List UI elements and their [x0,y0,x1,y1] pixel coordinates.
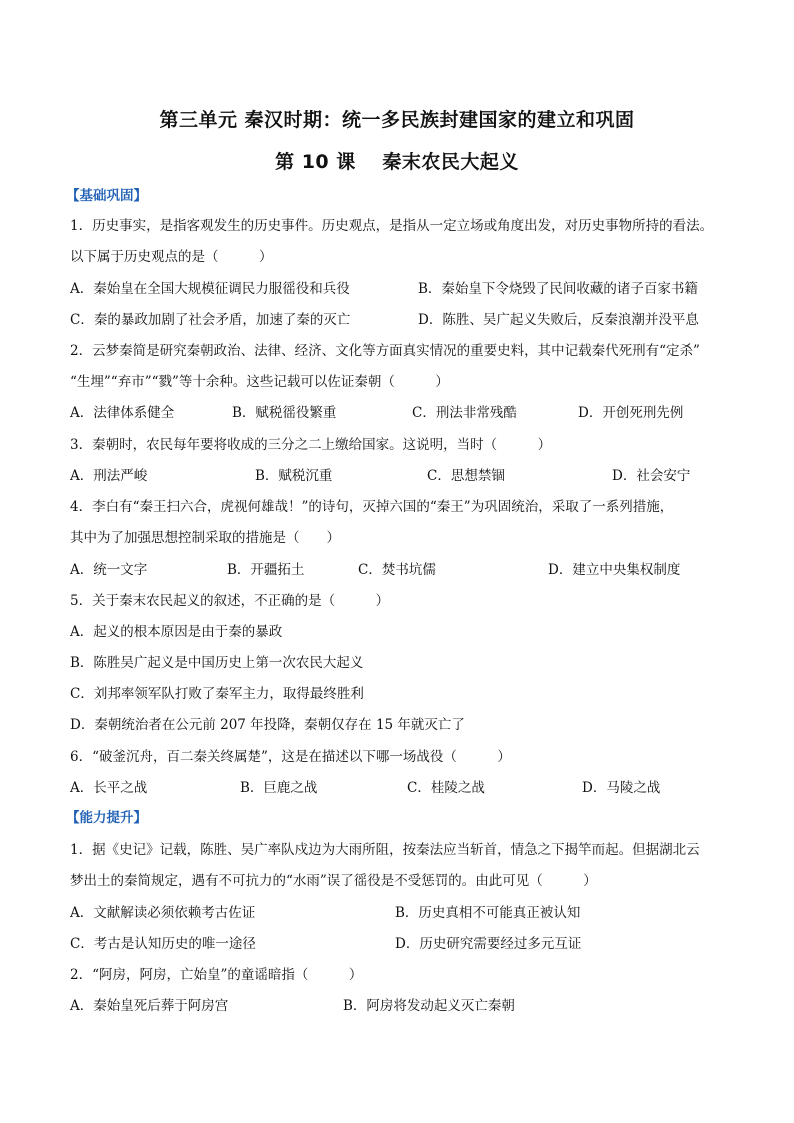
option-d: D．秦朝统治者在公元前 207 年投降，秦朝仅存在 15 年就灭亡了 [70,717,465,733]
question-stem: 1．历史事实，是指客观发生的历史事件。历史观点，是指从一定立场或角度出发，对历史事物所持的看法。 [70,218,714,234]
question-stem: “生埋”“弃市”“戮”等十余种。这些记载可以佐证秦朝（ ） [70,374,449,390]
option-a: A．统一文字 [70,562,148,578]
option-c: C．刑法非常残酷 [412,405,517,421]
option-a: A．秦始皇在全国大规模征调民力服徭役和兵役 [70,281,350,297]
option-b: B．阿房将发动起义灭亡秦朝 [343,998,515,1014]
option-d: D．开创死刑先例 [578,405,684,421]
option-b: B．赋税沉重 [255,468,333,484]
option-b: B．巨鹿之战 [240,780,318,796]
question-stem: 6．“破釜沉舟，百二秦关终属楚”，这是在描述以下哪一场战役（ ） [70,749,511,765]
question-stem: 其中为了加强思想控制采取的措施是（ ） [70,530,340,546]
option-c: C．思想禁锢 [427,468,505,484]
option-d: D．建立中央集权制度 [548,562,681,578]
question-stem: 1．据《史记》记载，陈胜、吴广率队戍边为大雨所阻，按秦法应当斩首，情急之下揭竿而起。但据湖北云 [70,842,700,858]
question-stem: 2．云梦秦简是研究秦朝政治、法律、经济、文化等方面真实情况的重要史料，其中记载秦代死刑有“定杀” [70,343,700,359]
option-a: A．文献解读必须依赖考古佐证 [70,905,256,921]
option-a: A．秦始皇死后葬于阿房宫 [70,998,229,1014]
option-c: C．焚书坑儒 [358,562,436,578]
option-c: C．秦的暴政加剧了社会矛盾，加速了秦的灭亡 [70,312,351,328]
option-c: C．考古是认知历史的唯一途径 [70,936,256,952]
option-d: D．社会安宁 [612,468,691,484]
section-basic-heading: 【基础巩固】 [66,188,147,204]
option-c: C．桂陵之战 [407,780,485,796]
question-stem: 4．李白有“秦王扫六合，虎视何雄哉！”的诗句，灭掉六国的“秦王”为巩固统治，采取了一系列措施， [70,499,674,515]
option-b: B．陈胜吴广起义是中国历史上第一次农民大起义 [70,655,364,671]
question-stem: 梦出土的秦简规定，遇有不可抗力的“水雨”误了徭役是不受惩罚的。由此可见（ ） [70,873,597,889]
option-d: D．陈胜、吴广起义失败后，反秦浪潮并没平息 [418,312,699,328]
option-d: D．马陵之战 [582,780,661,796]
section-advanced-heading: 【能力提升】 [66,810,147,826]
option-b: B．秦始皇下令烧毁了民间收藏的诸子百家书籍 [418,281,698,297]
question-stem: 2．“阿房，阿房，亡始皇”的童谣暗指（ ） [70,967,363,983]
option-a: A．刑法严峻 [70,468,148,484]
question-stem: 以下属于历史观点的是（ ） [70,249,273,265]
option-b: B．开疆拓土 [227,562,305,578]
question-stem: 3．秦朝时，农民每年要将收成的三分之二上缴给国家。这说明，当时（ ） [70,437,552,453]
option-b: B．赋税徭役繁重 [232,405,337,421]
option-a: A．法律体系健全 [70,405,175,421]
option-c: C．刘邦率领军队打败了秦军主力，取得最终胜利 [70,686,364,702]
option-a: A．长平之战 [70,780,148,796]
unit-title: 第三单元 秦汉时期：统一多民族封建国家的建立和巩固 [159,109,635,131]
option-d: D．历史研究需要经过多元互证 [395,936,582,952]
lesson-title: 第 10 课 秦末农民大起义 [275,151,519,173]
question-stem: 5．关于秦末农民起义的叙述，不正确的是（ ） [70,593,390,609]
option-a: A．起义的根本原因是由于秦的暴政 [70,624,283,640]
option-b: B．历史真相不可能真正被认知 [395,905,581,921]
